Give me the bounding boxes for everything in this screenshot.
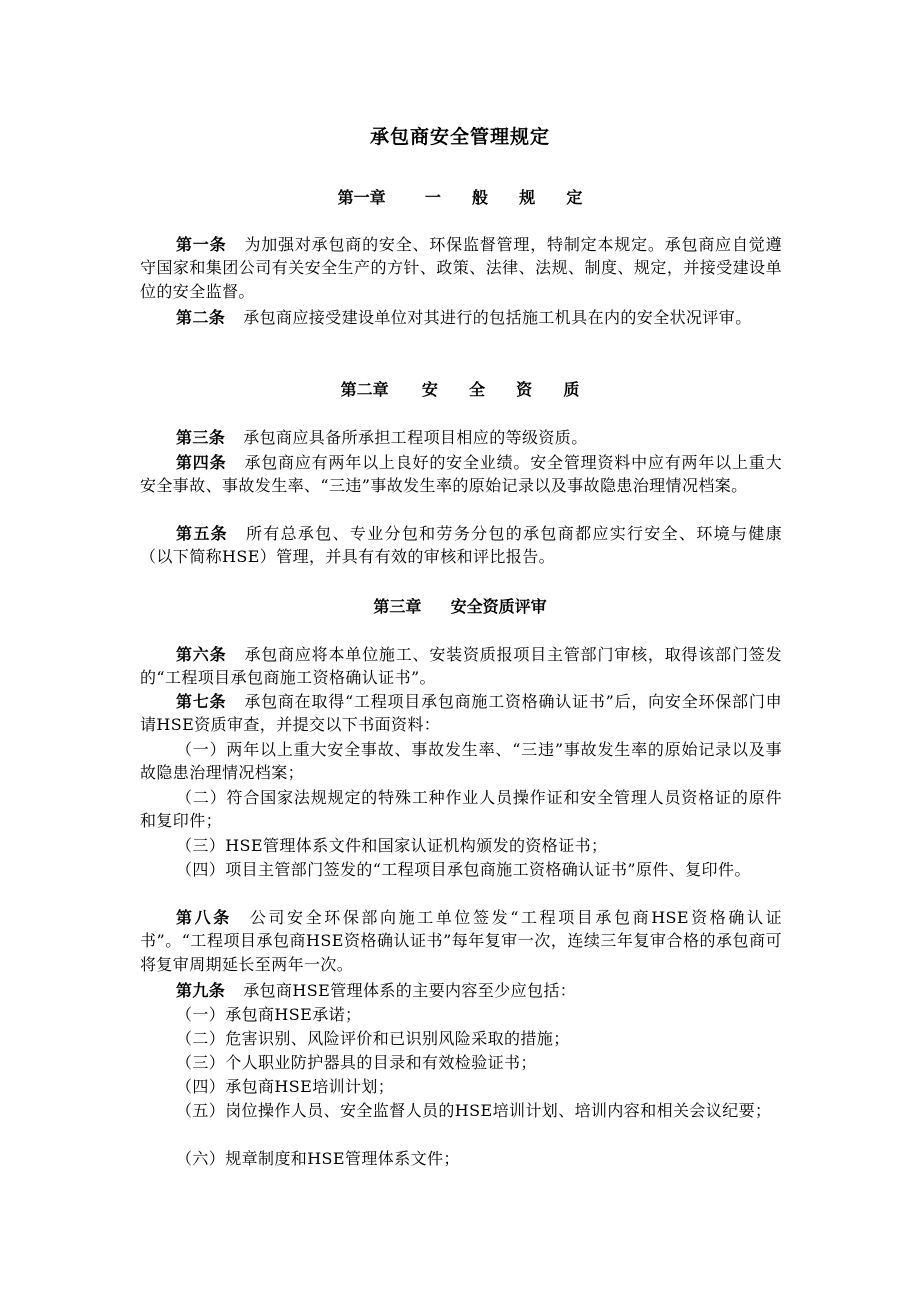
- list-item-text: （四）承包商HSE培训计划；: [176, 1077, 395, 1096]
- list-item-paragraph: [140, 834, 782, 857]
- article-paragraph: [140, 643, 782, 690]
- article-text: 承包商在取得“工程项目承包商施工资格确认证书”后，向安全环保部门申请HSE资质审查，并提交以下书面资料：: [140, 692, 783, 735]
- list-item-text: （三）HSE管理体系文件和国家认证机构颁发的资格证书；: [176, 836, 608, 855]
- article-paragraph: [140, 906, 782, 976]
- article-label: 第三条: [176, 428, 226, 447]
- article-paragraph: [140, 306, 782, 329]
- list-item-paragraph: [140, 786, 782, 833]
- list-item-paragraph: [140, 1075, 782, 1098]
- list-item-paragraph: [140, 1051, 782, 1074]
- chapter-title-char: 质: [563, 380, 580, 399]
- chapter-number: 第一章: [337, 188, 386, 207]
- article-paragraph: [140, 690, 782, 737]
- article-text: 承包商应具备所承担工程项目相应的等级资质。: [243, 428, 588, 447]
- chapter-number: 第二章: [340, 380, 389, 399]
- list-item-text: （三）个人职业防护器具的目录和有效检验证书；: [176, 1053, 537, 1072]
- list-item-text: （五）岗位操作人员、安全监督人员的HSE培训计划、培训内容和相关会议纪要；: [176, 1101, 772, 1120]
- article-paragraph: [140, 522, 782, 569]
- article-paragraph: [140, 451, 782, 498]
- list-item-paragraph: [140, 1147, 782, 1170]
- article-label: 第一条: [176, 235, 227, 254]
- article-text: 所有总承包、专业分包和劳务分包的承包商都应实行安全、环境与健康（以下简称HSE）管理，并具有有效的审核和评比报告。: [140, 524, 782, 567]
- article-paragraph: [140, 426, 782, 449]
- article-text: 公司安全环保部向施工单位签发“工程项目承包商HSE资格确认证书”。“工程项目承包商HSE资格确认证书”每年复审一次，连续三年复审合格的承包商可将复审周期延长至两年一次。: [140, 908, 783, 974]
- chapter-title-char: 定: [566, 188, 583, 207]
- list-item-paragraph: [140, 1027, 782, 1050]
- list-item-text: （四）项目主管部门签发的“工程项目承包商施工资格确认证书”原件、复印件。: [176, 860, 751, 879]
- chapter-title-char: 安: [421, 380, 438, 399]
- chapter-title-char: 般: [471, 188, 488, 207]
- chapter-title-char: 规: [519, 188, 536, 207]
- article-label: 第七条: [176, 692, 227, 711]
- article-label: 第五条: [176, 524, 228, 543]
- article-label: 第六条: [176, 645, 227, 664]
- chapter-heading-2: [0, 378, 920, 402]
- list-item-paragraph: [140, 858, 782, 881]
- document-title: 承包商安全管理规定: [369, 126, 550, 148]
- article-paragraph: [140, 979, 782, 1002]
- article-text: 承包商应将本单位施工、安装资质报项目主管部门审核，取得该部门签发的“工程项目承包商施工资格确认证书”。: [140, 645, 782, 688]
- list-item-text: （一）承包商HSE承诺；: [176, 1005, 362, 1024]
- article-text: 承包商应有两年以上良好的安全业绩。安全管理资料中应有两年以上重大安全事故、事故发生率、“三违”事故发生率的原始记录以及事故隐患治理情况档案。: [140, 453, 782, 496]
- article-label: 第四条: [176, 453, 227, 472]
- chapter-title-char: 一: [424, 188, 441, 207]
- list-item-paragraph: [140, 1099, 782, 1122]
- list-item-text: （二）符合国家法规规定的特殊工种作业人员操作证和安全管理人员资格证的原件和复印件；: [140, 788, 782, 831]
- article-text: 为加强对承包商的安全、环保监督管理，特制定本规定。承包商应自觉遵守国家和集团公司有关安全生产的方针、政策、法律、法规、制度、规定，并接受建设单位的安全监督。: [140, 235, 782, 301]
- article-label: 第二条: [176, 308, 226, 327]
- article-text: 承包商应接受建设单位对其进行的包括施工机具在内的安全状况评审。: [243, 308, 752, 327]
- chapter-heading-1: [0, 186, 920, 210]
- list-item-text: （一）两年以上重大安全事故、事故发生率、“三违”事故发生率的原始记录以及事故隐患治理情况档案；: [140, 740, 782, 783]
- article-label: 第八条: [176, 908, 232, 927]
- list-item-paragraph: [140, 738, 782, 785]
- article-label: 第九条: [176, 981, 226, 1000]
- chapter-title-char: 全: [468, 380, 485, 399]
- chapter-heading-3: [0, 595, 920, 619]
- list-item-paragraph: [140, 1003, 782, 1026]
- article-text: 承包商HSE管理体系的主要内容至少应包括：: [243, 981, 577, 1000]
- list-item-text: （六）规章制度和HSE管理体系文件；: [176, 1149, 460, 1168]
- article-paragraph: [140, 233, 782, 303]
- list-item-text: （二）危害识别、风险评价和已识别风险采取的措施；: [176, 1029, 570, 1048]
- chapter-title: 安全资质评审: [450, 597, 547, 616]
- chapter-title-char: 资: [516, 380, 533, 399]
- chapter-number: 第三章: [373, 597, 422, 616]
